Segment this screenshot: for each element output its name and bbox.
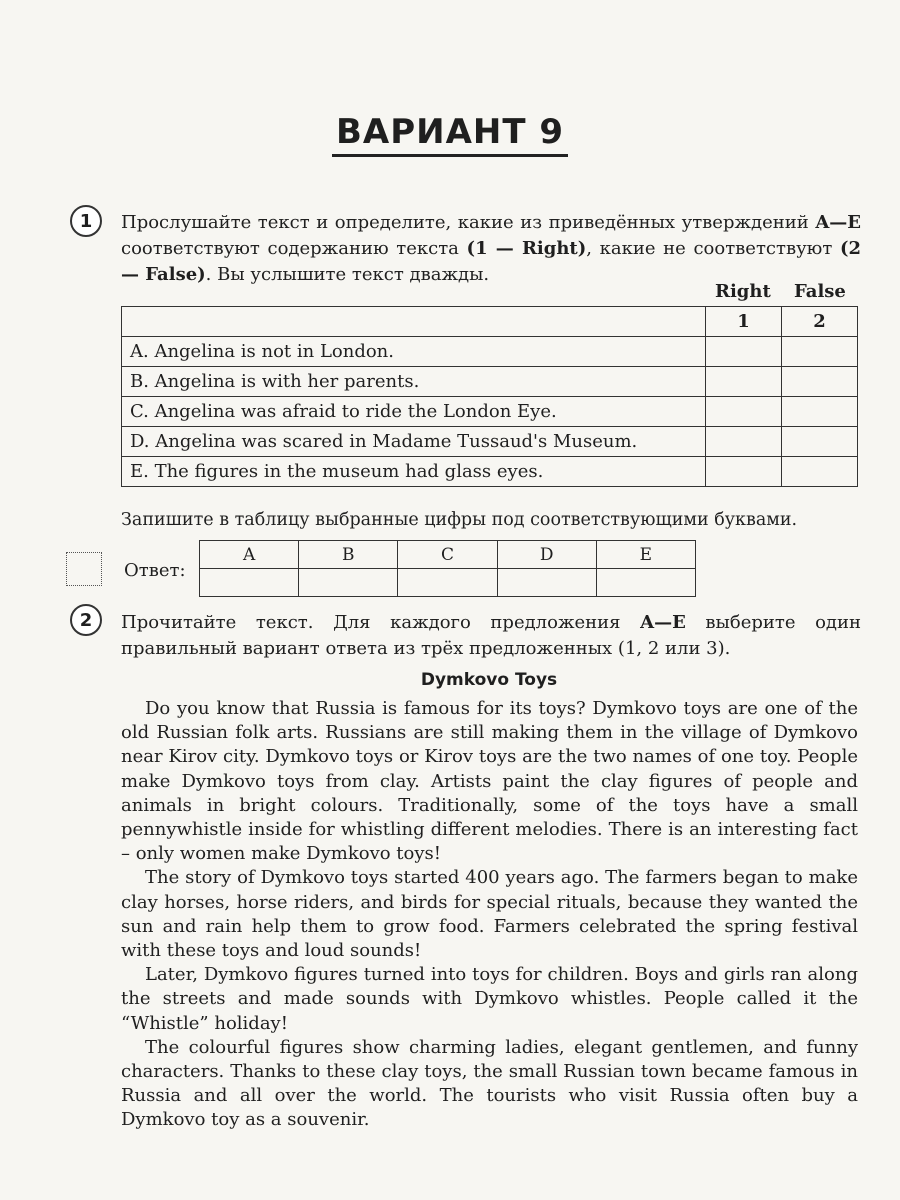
task-2-instruction-bold: A—E [640, 612, 686, 633]
answer-table [199, 540, 696, 597]
answer-cell-false[interactable] [782, 457, 858, 487]
table-row [200, 569, 696, 597]
table-row [122, 457, 858, 487]
task-2-number: 2 [70, 604, 102, 636]
answer-cell-false[interactable] [782, 427, 858, 457]
statement-text: E. The figures in the museum had glass eyes. [122, 457, 706, 487]
task-1-note: Запишите в таблицу выбранные цифры под соответствующими буквами. [121, 510, 798, 530]
task-1-instruction-part: Прослушайте текст и определите, какие из приведённых утверждений [121, 212, 816, 233]
task-1-instruction-bold: A—E [815, 212, 861, 233]
paragraph: Later, Dymkovo figures turned into toys for children. Boys and girls ran along the streets and made sounds with Dymkovo whistles. People called it the “Whistle” holiday! [121, 964, 858, 1034]
task-1-instruction-part: соответствуют содержанию текста [121, 238, 467, 259]
answer-input-cell[interactable] [497, 569, 596, 597]
answer-letter: C [398, 541, 497, 569]
page-title-wrap [0, 112, 900, 157]
task-1-instruction-bold: (2 — False) [121, 238, 861, 285]
statements-table [121, 306, 858, 487]
table-row [122, 337, 858, 367]
answer-cell-right[interactable] [706, 337, 782, 367]
answer-label: Ответ: [124, 560, 186, 581]
answer-input-cell[interactable] [200, 569, 299, 597]
paragraph: Do you know that Russia is famous for its toys? Dymkovo toys are one of the old Russian folk arts. Russians are still making them in the village of Dymkovo near Kirov city. Dymkovo toys or Kirov toys are the two names of one toy. People make Dymkovo toys from clay. Artists paint the clay figures of people and animals in bright colours. Traditionally, some of the toys have a small pennywhistle inside for whistling different melodies. There is an interesting fact – only women make Dymkovo toys! [121, 698, 858, 865]
reading-title: Dymkovo Toys [420, 670, 558, 690]
answer-letter: D [497, 541, 596, 569]
col-number-right: 1 [706, 307, 782, 337]
task-1-number: 1 [70, 205, 102, 237]
answer-letter: E [596, 541, 695, 569]
header-right: Right [715, 281, 771, 302]
answer-cell-right[interactable] [706, 397, 782, 427]
score-box[interactable] [66, 552, 102, 586]
statement-text: C. Angelina was afraid to ride the London Eye. [122, 397, 706, 427]
answer-letter: A [200, 541, 299, 569]
answer-letter: B [299, 541, 398, 569]
answer-input-cell[interactable] [398, 569, 497, 597]
answer-cell-false[interactable] [782, 337, 858, 367]
page-title: ВАРИАНТ 9 [332, 112, 568, 157]
table-row [122, 367, 858, 397]
answer-cell-right[interactable] [706, 427, 782, 457]
header-false: False [794, 281, 846, 302]
task-2-instruction-part: выберите один правильный вариант ответа из трёх предложенных (1, 2 или 3). [121, 612, 862, 659]
col-number-false: 2 [782, 307, 858, 337]
task-2-instruction-part: Прочитайте текст. Для каждого предложения [121, 612, 641, 633]
task-1-instruction-bold: (1 — Right) [466, 238, 587, 259]
paragraph: The colourful figures show charming ladies, elegant gentlemen, and funny characters. Thanks to these clay toys, the small Russian town became famous in Russia and all over the world. The tourists who visit Russia often buy a Dymkovo toy as a souvenir. [121, 1036, 858, 1131]
task-1-instruction [121, 210, 861, 288]
table-cell [122, 307, 706, 337]
table-row [122, 427, 858, 457]
table-row [122, 397, 858, 427]
answer-input-cell[interactable] [596, 569, 695, 597]
task-1-instruction-part: . Вы услышите текст дважды. [205, 264, 490, 285]
paragraph: The story of Dymkovo toys started 400 years ago. The farmers began to make clay horses, horse riders, and birds for special rituals, because they wanted the sun and rain help them to grow food. Farmers celebrated the spring festival with these toys and loud sounds! [121, 867, 858, 962]
statement-text: B. Angelina is with her parents. [122, 367, 706, 397]
statement-text: D. Angelina was scared in Madame Tussaud's Museum. [122, 427, 706, 457]
task-2-instruction [121, 610, 861, 662]
reading-text [121, 697, 858, 1133]
answer-cell-false[interactable] [782, 397, 858, 427]
table-row [122, 307, 858, 337]
task-1-instruction-part: , какие не соответствуют [586, 238, 840, 259]
table-row [200, 541, 696, 569]
statement-text: A. Angelina is not in London. [122, 337, 706, 367]
answer-input-cell[interactable] [299, 569, 398, 597]
answer-cell-false[interactable] [782, 367, 858, 397]
answer-cell-right[interactable] [706, 457, 782, 487]
answer-cell-right[interactable] [706, 367, 782, 397]
